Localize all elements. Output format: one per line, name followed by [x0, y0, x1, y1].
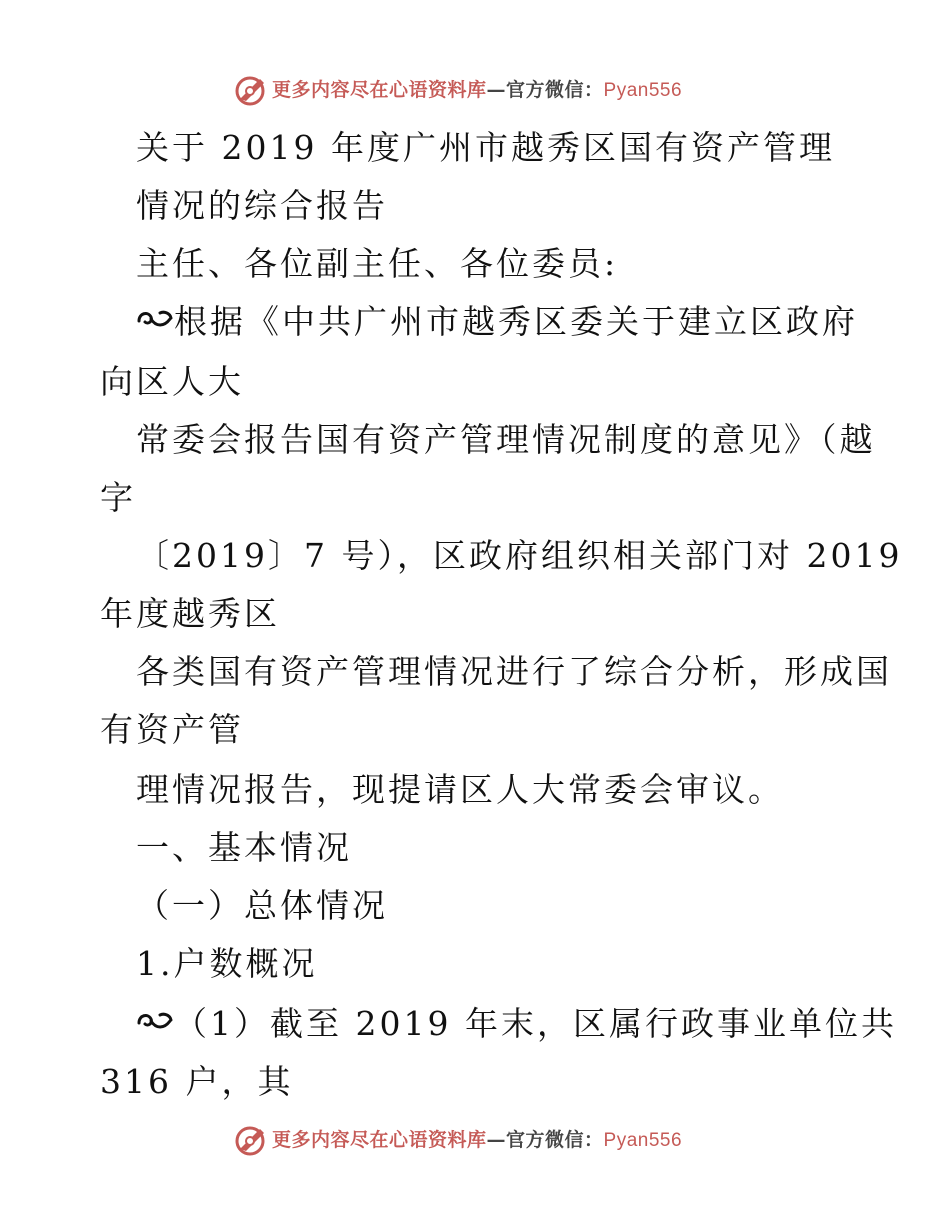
ornament-bullet-icon [136, 305, 174, 335]
paragraph-line: 有资产管 [100, 710, 244, 749]
footer-banner [0, 1120, 950, 1160]
paragraph-line: 常委会报告国有资产管理情况制度的意见》（越 [136, 420, 876, 459]
paragraph-line: 年度越秀区 [100, 594, 280, 633]
doc-title-line-1: 关于 2019 年度广州市越秀区国有资产管理 [136, 128, 835, 167]
banner-site: 更多内容尽在心语资料库 [272, 79, 487, 101]
banner-wechat-id: Pyan556 [603, 1130, 683, 1151]
paragraph-line: 各类国有资产管理情况进行了综合分析，形成国 [136, 652, 892, 691]
paragraph-line: 理情况报告，现提请区人大常委会审议。 [136, 770, 784, 809]
header-banner [0, 70, 950, 110]
ornament-bullet-icon [136, 1007, 174, 1037]
paragraph-text: （1）截至 2019 年末，区属行政事业单位共 [174, 1004, 897, 1043]
paragraph-line: 字 [100, 478, 136, 517]
paragraph-line [136, 1004, 897, 1044]
paragraph-line [136, 302, 858, 342]
section-heading: 一、基本情况 [136, 828, 352, 867]
salutation: 主任、各位副主任、各位委员: [136, 244, 619, 283]
paragraph-text: 根据《中共广州市越秀区委关于建立区政府 [174, 302, 858, 341]
banner-text [272, 1128, 682, 1153]
banner-wechat-label: —官方微信： [486, 79, 604, 101]
paragraph-line: 〔2019〕7 号），区政府组织相关部门对 2019 [136, 536, 903, 575]
item-heading: 1.户数概况 [136, 944, 318, 983]
subsection-heading: （一）总体情况 [136, 886, 388, 925]
paragraph-line: 316 户，其 [100, 1062, 294, 1101]
banner-site: 更多内容尽在心语资料库 [272, 1129, 487, 1151]
banner-wechat-id: Pyan556 [603, 80, 683, 101]
banner-wechat-label: —官方微信： [486, 1129, 604, 1151]
pen-seal-icon [234, 73, 268, 107]
pen-seal-icon [234, 1123, 268, 1157]
doc-title-line-2: 情况的综合报告 [136, 186, 388, 225]
banner-text [272, 78, 682, 103]
paragraph-line: 向区人大 [100, 362, 244, 401]
